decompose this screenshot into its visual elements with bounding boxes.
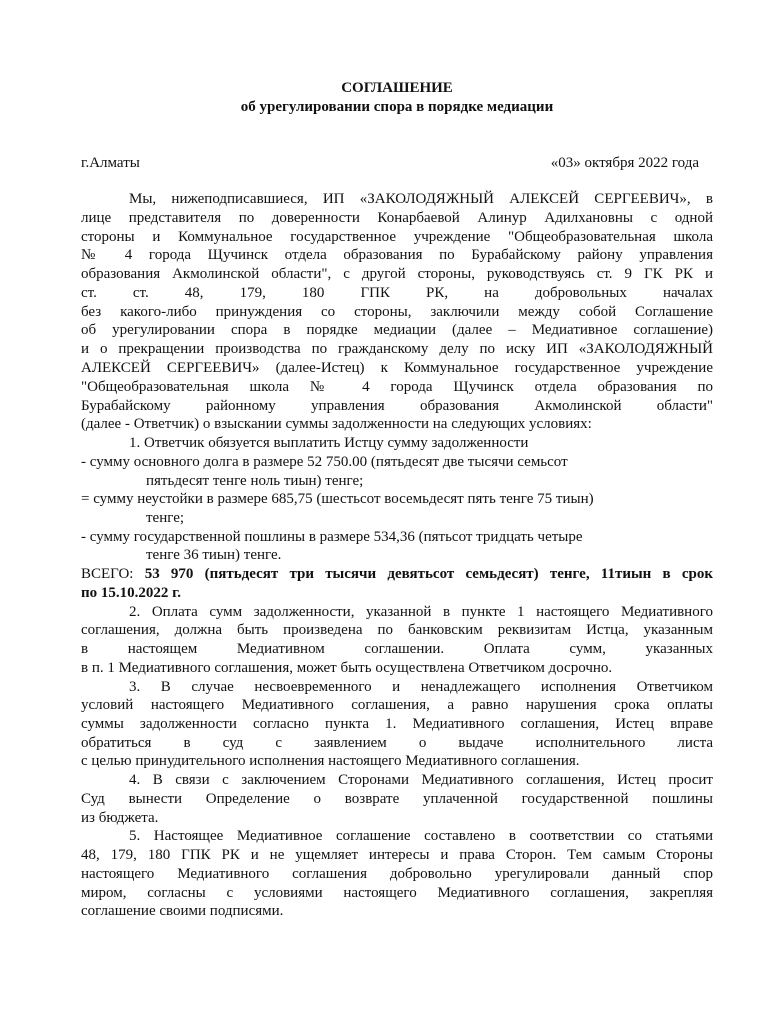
doc-city: г.Алматы [81, 155, 140, 171]
doc-subtitle: об урегулировании спора в порядке медиации [240, 99, 554, 115]
p1-line: АЛЕКСЕЙ СЕРГЕЕВИЧ» (далее-Истец) к Коммунальное государственное учреждение [81, 360, 713, 376]
p2-line: в настоящем Медиативном соглашении. Оплата сумм, указанных [81, 641, 713, 657]
p1-line: Мы, нижеподписавшиеся, ИП «ЗАКОЛОДЯЖНЫЙ АЛЕКСЕЙ СЕРГЕЕВИЧ», в [129, 191, 713, 207]
item-1: 1. Ответчик обязуется выплатить Истцу сумму задолженности [129, 435, 529, 451]
p2-line: в п. 1 Медиативного соглашения, может быть осуществлена Ответчиком досрочно. [81, 660, 613, 676]
p3-line: условий настоящего Медиативного соглашения, а равно нарушения срока оплаты [81, 697, 713, 713]
p1-line: образования Акмолинской области", с другой стороны, руководствуясь ст. 9 ГК РК и [81, 266, 713, 282]
total-deadline: по 15.10.2022 г. [81, 585, 182, 601]
p2-line: 2. Оплата сумм задолженности, указанной в пункте 1 настоящего Медиативного [129, 604, 713, 620]
p1-line: № 4 города Щучинск отдела образования по Бурабайскому району управления [81, 247, 713, 263]
p5-line: 5. Настоящее Медиативное соглашение составлено в соответствии со статьями [129, 828, 713, 844]
p1-line: об урегулировании спора в порядке медиации (далее – Медиативное соглашение) [81, 322, 713, 338]
p3-line: обратиться в суд с заявлением о выдаче исполнительного листа [81, 735, 713, 751]
sub-item: пятьдесят тенге ноль тиын) тенге; [146, 473, 364, 489]
p3-line: 3. В случае несвоевременного и ненадлежащего исполнения Ответчиком [129, 679, 713, 695]
sub-item: тенге; [146, 510, 185, 526]
p2-line: соглашения, должна быть произведена по банковским реквизитам Истца, указанным [81, 622, 713, 638]
doc-date: «03» октября 2022 года [550, 155, 699, 171]
p5-line: настоящего Медиативного соглашения добровольно урегулировали данный спор [81, 866, 713, 882]
p1-line: (далее - Ответчик) о взыскании суммы задолженности на следующих условиях: [81, 416, 592, 432]
p5-line: соглашение своими подписями. [81, 903, 284, 919]
p1-line: стороны и Коммунальное государственное учреждение "Общеобразовательная школа [81, 229, 713, 245]
p1-line: и о прекращении производства по гражданскому делу по иску ИП «ЗАКОЛОДЯЖНЫЙ [81, 341, 713, 357]
p1-line: Бурабайскому районному управления образования Акмолинской области" [81, 398, 713, 414]
p4-line: 4. В связи с заключением Сторонами Медиативного соглашения, Истец просит [129, 772, 713, 788]
total-amount: 53 970 (пятьдесят три тысячи девятьсот семьдесят) тенге, 11тиын в срок [144, 566, 713, 582]
sub-item: - сумму государственной пошлины в размере 534,36 (пятьсот тридцать четыре [81, 529, 583, 545]
p3-line: суммы задолженности согласно пункта 1. Медиативного соглашения, Истец вправе [81, 716, 713, 732]
p1-line: без какого-либо принуждения со стороны, заключили между собой Соглашение [81, 304, 713, 320]
p1-line: "Общеобразовательная школа № 4 города Щучинск отдела образования по [81, 379, 713, 395]
total-prefix: ВСЕГО: [81, 566, 145, 582]
p1-line: лице представителя по доверенности Конарбаевой Алинур Адилхановны с одной [81, 210, 713, 226]
p4-line: Суд вынести Определение о возврате уплаченной государственной пошлины [81, 791, 713, 807]
sub-item: тенге 36 тиын) тенге. [146, 547, 282, 563]
p1-line: ст. ст. 48, 179, 180 ГПК РК, на добровольных началах [81, 285, 713, 301]
p5-line: 48, 179, 180 ГПК РК и не ущемляет интересы и права Сторон. Тем самым Стороны [81, 847, 713, 863]
sub-item: - сумму основного долга в размере 52 750.00 (пятьдесят две тысячи семьсот [81, 454, 568, 470]
total-line [81, 565, 713, 584]
sub-item: = сумму неустойки в размере 685,75 (шестьсот восемьдесят пять тенге 75 тиын) [81, 491, 594, 507]
doc-title: СОГЛАШЕНИЕ [341, 80, 453, 96]
p5-line: миром, согласны с условиями настоящего Медиативного соглашения, закрепляя [81, 885, 713, 901]
p3-line: с целью принудительного исполнения настоящего Медиативного соглашения. [81, 753, 580, 769]
p4-line: из бюджета. [81, 810, 159, 826]
